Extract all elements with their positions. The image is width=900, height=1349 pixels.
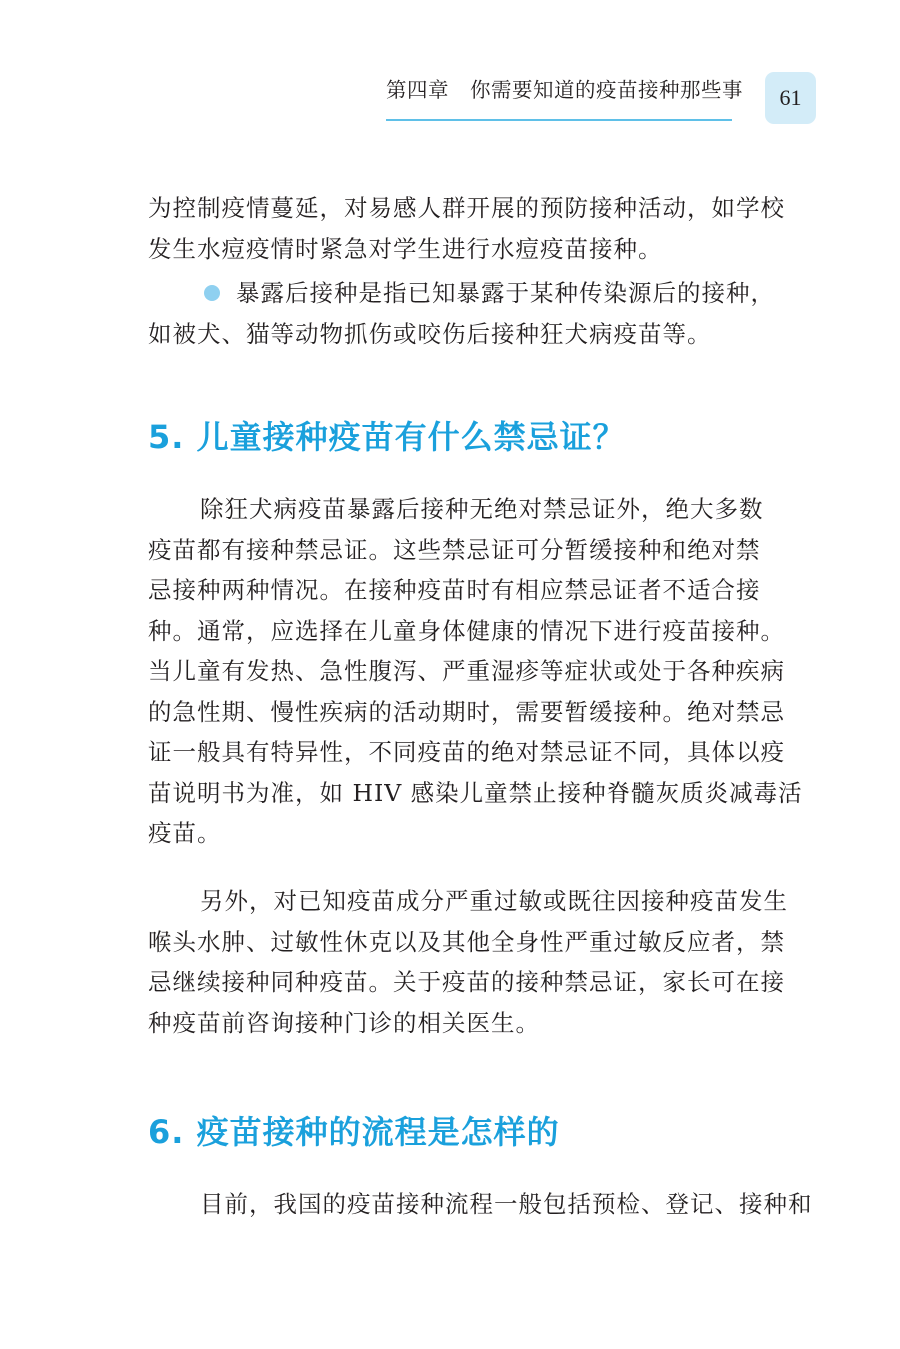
section-6-paragraph-1 bbox=[148, 1184, 813, 1225]
intro-paragraph bbox=[148, 188, 793, 269]
section-6-heading: 6. 疫苗接种的流程是怎样的 bbox=[148, 1113, 560, 1151]
text-line: 的急性期、慢性疾病的活动期时，需要暂缓接种。绝对禁忌 bbox=[148, 697, 785, 726]
text-line: 忌继续接种同种疫苗。关于疫苗的接种禁忌证，家长可在接 bbox=[148, 968, 785, 996]
text-line: 种疫苗前咨询接种门诊的相关医生。 bbox=[148, 1008, 540, 1037]
text-line: 种。通常，应选择在儿童身体健康的情况下进行疫苗接种。 bbox=[148, 616, 785, 645]
section-5-heading: 5. 儿童接种疫苗有什么禁忌证？ bbox=[148, 418, 626, 456]
text-line: 喉头水肿、过敏性休克以及其他全身性严重过敏反应者，禁 bbox=[148, 927, 785, 956]
text-line: 暴露后接种是指已知暴露于某种传染源后的接种， bbox=[236, 279, 775, 307]
text-line: 忌接种两种情况。在接种疫苗时有相应禁忌证者不适合接 bbox=[148, 576, 761, 604]
text-line: 证一般具有特异性，不同疫苗的绝对禁忌证不同，具体以疫 bbox=[148, 738, 785, 766]
text-line: 目前，我国的疫苗接种流程一般包括预检、登记、接种和 bbox=[200, 1190, 813, 1218]
text-line: 除狂犬病疫苗暴露后接种无绝对禁忌证外，绝大多数 bbox=[200, 495, 764, 523]
header-divider bbox=[386, 119, 732, 121]
text-line: 当儿童有发热、急性腹泻、严重湿疹等症状或处于各种疾病 bbox=[148, 657, 785, 685]
page-number-badge: 61 bbox=[765, 72, 816, 124]
text-line: 发生水痘疫情时紧急对学生进行水痘疫苗接种。 bbox=[148, 234, 663, 263]
section-5-paragraph-2 bbox=[148, 881, 793, 1043]
text-line: 疫苗都有接种禁忌证。这些禁忌证可分暂缓接种和绝对禁 bbox=[148, 535, 761, 564]
text-line: 苗说明书为准，如 HIV 感染儿童禁止接种脊髓灰质炎减毒活 bbox=[148, 778, 803, 807]
text-line: 疫苗。 bbox=[148, 819, 222, 847]
text-line: 另外，对已知疫苗成分严重过敏或既往因接种疫苗发生 bbox=[200, 887, 788, 915]
text-line: 如被犬、猫等动物抓伤或咬伤后接种狂犬病疫苗等。 bbox=[148, 319, 712, 348]
text-line: 为控制疫情蔓延，对易感人群开展的预防接种活动，如学校 bbox=[148, 194, 785, 222]
section-5-paragraph-1 bbox=[148, 489, 803, 854]
bullet-paragraph bbox=[148, 273, 793, 354]
chapter-title: 第四章 你需要知道的疫苗接种那些事 bbox=[386, 78, 743, 102]
